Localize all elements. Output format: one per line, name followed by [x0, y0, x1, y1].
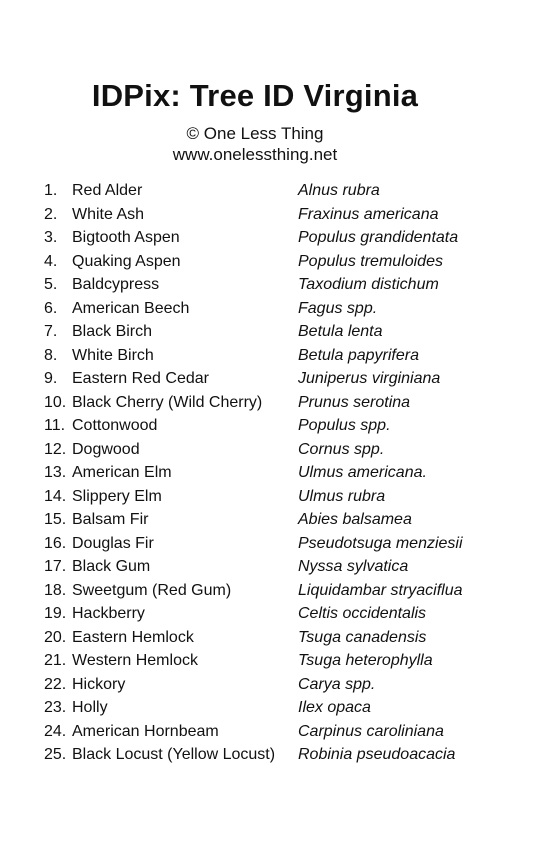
item-number: 22.	[44, 675, 67, 693]
item-number: 17.	[44, 558, 67, 575]
common-name: Black Cherry (Wild Cherry)	[72, 393, 263, 411]
item-number: 1.	[44, 182, 58, 199]
list-item	[44, 485, 514, 509]
item-number: 4.	[44, 252, 58, 270]
list-item	[44, 367, 514, 391]
list-item	[44, 626, 514, 650]
list-item	[44, 273, 514, 297]
scientific-name: Fagus spp.	[298, 299, 378, 317]
scientific-name: Carpinus caroliniana	[298, 722, 444, 740]
list-item	[44, 179, 514, 203]
item-number: 19.	[44, 605, 67, 622]
common-name: American Elm	[72, 464, 172, 481]
scientific-name: Tsuga canadensis	[298, 628, 427, 646]
list-item	[44, 555, 514, 579]
item-number: 7.	[44, 323, 58, 340]
common-name: Black Gum	[72, 558, 151, 575]
common-name: Bigtooth Aspen	[72, 229, 180, 246]
list-item	[44, 250, 514, 274]
list-item	[44, 532, 514, 556]
common-name: Hackberry	[72, 605, 145, 622]
list-item	[44, 508, 514, 532]
common-name: White Ash	[72, 205, 145, 223]
common-name: Baldcypress	[72, 276, 160, 293]
website-url: www.onelessthing.net	[172, 145, 338, 164]
list-item	[44, 696, 514, 720]
list-item	[44, 461, 514, 485]
item-number: 11.	[44, 417, 66, 434]
common-name: Holly	[72, 699, 108, 716]
scientific-name: Carya spp.	[298, 675, 376, 693]
scientific-name: Robinia pseudoacacia	[298, 746, 456, 763]
page-title: IDPix: Tree ID Virginia	[91, 78, 419, 113]
list-item	[44, 226, 514, 250]
scientific-name: Populus tremuloides	[298, 252, 443, 270]
item-number: 2.	[44, 205, 58, 223]
item-number: 21.	[44, 652, 67, 669]
common-name: Black Birch	[72, 323, 153, 340]
common-name: Quaking Aspen	[72, 252, 181, 270]
common-name: Sweetgum (Red Gum)	[72, 581, 232, 599]
item-number: 13.	[44, 464, 67, 481]
common-name: Eastern Hemlock	[72, 628, 194, 646]
common-name: Western Hemlock	[72, 652, 198, 669]
item-number: 23.	[44, 699, 67, 716]
scientific-name: Celtis occidentalis	[298, 605, 427, 622]
list-item	[44, 579, 514, 603]
scientific-name: Pseudotsuga menziesii	[298, 534, 463, 552]
common-name: American Beech	[72, 299, 190, 317]
list-item	[44, 720, 514, 744]
list-item	[44, 320, 514, 344]
item-number: 15.	[44, 511, 67, 528]
scientific-name: Populus spp.	[298, 417, 391, 434]
list-item	[44, 602, 514, 626]
common-name: Douglas Fir	[72, 534, 154, 552]
common-name: Black Locust (Yellow Locust)	[72, 746, 276, 763]
tree-list	[44, 179, 514, 767]
scientific-name: Liquidambar stryaciflua	[298, 581, 463, 599]
common-name: American Hornbeam	[72, 722, 219, 740]
common-name: Slippery Elm	[72, 487, 162, 505]
item-number: 25.	[44, 746, 67, 763]
item-number: 18.	[44, 581, 67, 599]
scientific-name: Betula papyrifera	[298, 346, 419, 364]
item-number: 16.	[44, 534, 67, 552]
common-name: Red Alder	[72, 182, 143, 199]
common-name: Eastern Red Cedar	[72, 370, 209, 387]
list-item	[44, 203, 514, 227]
copyright-line: © One Less Thing	[186, 124, 324, 143]
scientific-name: Betula lenta	[298, 323, 383, 340]
scientific-name: Fraxinus americana	[298, 205, 439, 223]
item-number: 24.	[44, 722, 67, 740]
item-number: 3.	[44, 229, 58, 246]
item-number: 6.	[44, 299, 58, 317]
common-name: Hickory	[72, 675, 126, 693]
item-number: 5.	[44, 276, 58, 293]
scientific-name: Prunus serotina	[298, 393, 411, 411]
scientific-name: Tsuga heterophylla	[298, 652, 433, 669]
list-item	[44, 673, 514, 697]
common-name: Cottonwood	[72, 417, 158, 434]
item-number: 8.	[44, 346, 58, 364]
item-number: 10.	[44, 393, 67, 411]
scientific-name: Ulmus rubra	[298, 487, 386, 505]
list-item	[44, 391, 514, 415]
list-item	[44, 743, 514, 767]
item-number: 9.	[44, 370, 58, 387]
list-item	[44, 438, 514, 462]
list-item	[44, 344, 514, 368]
item-number: 14.	[44, 487, 67, 505]
scientific-name: Abies balsamea	[298, 511, 412, 528]
scientific-name: Nyssa sylvatica	[298, 558, 409, 575]
common-name: Dogwood	[72, 440, 140, 458]
scientific-name: Ulmus americana.	[298, 464, 427, 481]
scientific-name: Taxodium distichum	[298, 276, 439, 293]
scientific-name: Ilex opaca	[298, 699, 371, 716]
item-number: 12.	[44, 440, 67, 458]
scientific-name: Juniperus virginiana	[298, 370, 441, 387]
scientific-name: Alnus rubra	[298, 182, 380, 199]
common-name: White Birch	[72, 346, 154, 364]
list-item	[44, 649, 514, 673]
common-name: Balsam Fir	[72, 511, 149, 528]
item-number: 20.	[44, 628, 67, 646]
list-item	[44, 297, 514, 321]
scientific-name: Cornus spp.	[298, 440, 385, 458]
scientific-name: Populus grandidentata	[298, 229, 459, 246]
list-item	[44, 414, 514, 438]
